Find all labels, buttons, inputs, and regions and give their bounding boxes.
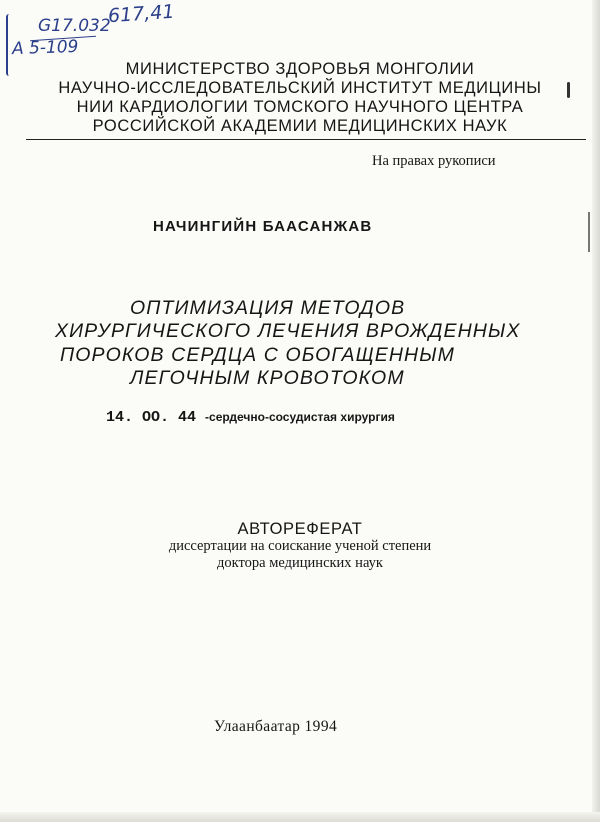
- title-line-3: ПОРОКОВ СЕРДЦА С ОБОГАЩЕННЫМ: [60, 344, 455, 366]
- institution-line-3: НИИ КАРДИОЛОГИИ ТОМСКОГО НАУЧНОГО ЦЕНТРА: [76, 98, 524, 116]
- title-line-4: ЛЕГОЧНЫМ КРОВОТОКОМ: [130, 367, 405, 389]
- handwritten-shelf-code: A 5-109: [11, 36, 79, 60]
- title-line-2: ХИРУРГИЧЕСКОГО ЛЕЧЕНИЯ ВРОЖДЕННЫХ: [55, 320, 521, 342]
- header-rule: [26, 139, 586, 140]
- institution-line-2: НАУЧНО-ИССЛЕДОВАТЕЛЬСКИЙ ИНСТИТУТ МЕДИЦИНЫ: [58, 79, 542, 97]
- title-line-1: ОПТИМИЗАЦИЯ МЕТОДОВ: [130, 297, 406, 319]
- print-blemish: [567, 82, 570, 98]
- specialty-code: 14. ОО. 44: [106, 409, 197, 426]
- print-blemish-edge: [588, 212, 590, 252]
- specialty-name: -сердечно-сосудистая хирургия: [205, 410, 395, 424]
- handwritten-library-code: G17.032: [38, 16, 111, 36]
- page-edge-shadow-bottom: [0, 812, 600, 822]
- city-year: Улаанбаатар 1994: [214, 718, 338, 735]
- institution-line-4: РОССИЙСКОЙ АКАДЕМИИ МЕДИЦИНСКИХ НАУК: [92, 117, 508, 135]
- document-description-line-2: доктора медицинских наук: [217, 555, 383, 571]
- author-name: НАЧИНГИЙН БААСАНЖАВ: [153, 218, 373, 235]
- specialty-line: [106, 409, 395, 426]
- institution-line-1: МИНИСТЕРСТВО ЗДОРОВЬЯ МОНГОЛИИ: [125, 60, 475, 78]
- document-description-line-1: диссертации на соискание ученой степени: [168, 538, 432, 554]
- rights-note: На правах рукописи: [372, 153, 496, 169]
- document-type: АВТОРЕФЕРАТ: [237, 520, 363, 538]
- handwritten-code-top: 617,41: [107, 0, 176, 28]
